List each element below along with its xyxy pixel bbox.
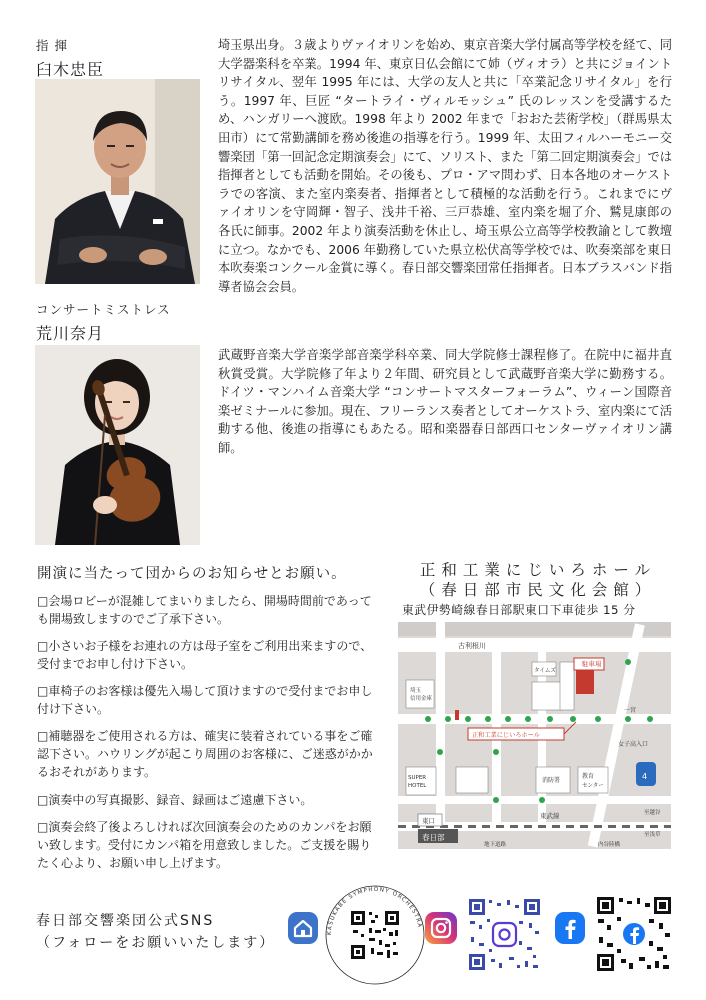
svg-text:女子高入口: 女子高入口 (618, 741, 649, 748)
concertmistress-role: コンサートミストレス (36, 302, 171, 317)
facebook-qr[interactable] (595, 895, 673, 973)
conductor-bio: 埼玉県出身。３歳よりヴァイオリンを始め、東京音楽大学付属高等学校を経て、同大学器楽科を卒業。1994 年、東京日仏会館にて姉（ヴィオラ）と共にジョイントリサイタル、翌年 1995 年には、大学の友人と共に「卒業記念リサイタル」を行う。1997 年、巨匠 “タートライ・ヴィルモッシュ” 氏のレッスンを受講するため、ハンガリーへ渡欧。1998 年より 2002 年まで「おおた芸術学校」（群馬県太田市）にて常勤講師を務め後進の指導を行う。1999 年、太田フィルハーモニー交響楽団「第一回記念定期演奏会」にて、ソリスト、また「第二回定期演奏会」では指揮者としても活動を開始。その後も、プロ・アマ問わず、日本各地のオーケストラでの客演、また室内楽奏者、指揮者として積極的な活動を行う。これまでにヴァイオリンを守岡輝・智子、浅井千裕、三戸恭雄、室内楽を堀了介、鷲見康郎の各氏に師事。2002 年より演奏活動を休止し、埼玉県公立高等学校教諭として教壇に立つ。なかでも、2006 年勤務していた県立松伏高等学校では、吹奏楽部を東日本吹奏楽コンクール金賞に導く。春日部交響楽団常任指揮者。日本ブラスバンド指導者協会会員。 (218, 38, 672, 294)
svg-text:埼玉: 埼玉 (410, 688, 422, 694)
svg-text:タイムズ: タイムズ (534, 668, 556, 674)
map-label-river: 古利根川 (458, 642, 486, 650)
svg-text:東武線: 東武線 (540, 812, 560, 820)
home-icon[interactable] (288, 912, 318, 944)
venue-map[interactable] (398, 622, 671, 849)
concertmistress-name: 荒川奈月 (36, 324, 105, 343)
sns-title: 春日部交響楽団公式SNS (36, 913, 215, 929)
facebook-icon[interactable] (555, 912, 585, 944)
concertmistress-photo (35, 345, 200, 545)
svg-text:信用金庫: 信用金庫 (410, 696, 433, 702)
svg-text:正和工業にじいろホール: 正和工業にじいろホール (472, 732, 540, 739)
notice-item: □会場ロビーが混雑してまいりましたら、開場時間前であっても開場致しますのでご了承下さい。 (37, 594, 372, 626)
instagram-qr[interactable] (467, 897, 542, 972)
notice-item: □補聴器をご使用される方は、確実に装着されている事をご確認下さい。ハウリングが起こり周囲のお客様に、ご迷惑がかかるおそれがあります。 (37, 729, 373, 779)
svg-text:東口: 東口 (422, 817, 435, 825)
svg-text:至浅草: 至浅草 (644, 832, 661, 838)
svg-text:春日部: 春日部 (422, 833, 445, 842)
notice-item: □演奏会終了後よろしければ次回演奏会のためのカンパをお願い致します。受付にカンパ箱を用意致しました。ご支援を賜りたく心より、お願い申し上げます。 (37, 820, 372, 870)
svg-text:至越谷: 至越谷 (644, 810, 661, 816)
sns-subtitle: （フォローをお願いいたします） (36, 935, 276, 951)
svg-text:HOTEL: HOTEL (408, 783, 427, 789)
svg-text:消防署: 消防署 (542, 777, 561, 784)
sns-ring-text: KASUKABE SYMPHONY ORCHESTRA (326, 886, 423, 936)
svg-text:駐車場: 駐車場 (582, 660, 602, 668)
notice-item: □演奏中の写真撮影、録音、録画はご遠慮下さい。 (37, 793, 313, 807)
svg-text:教育: 教育 (582, 773, 595, 780)
svg-text:4: 4 (642, 772, 648, 781)
venue-name: 正和工業にじいろホール (419, 561, 657, 579)
svg-text:センター: センター (582, 783, 604, 789)
svg-text:内谷陸橋: 内谷陸橋 (598, 842, 621, 848)
venue-access: 東武伊勢崎線春日部駅東口下車徒歩 15 分 (402, 603, 636, 617)
svg-text:一宮: 一宮 (624, 707, 637, 714)
conductor-role: 指 揮 (36, 38, 68, 53)
venue-subname: （春日部市民文化会館） (419, 581, 657, 599)
instagram-icon[interactable] (425, 912, 457, 944)
homepage-qr[interactable] (325, 880, 425, 990)
notice-item: □車椅子のお客様は優先入場して頂けますので受付までお申し付け下さい。 (37, 684, 373, 716)
conductor-name: 臼木忠臣 (36, 60, 105, 79)
svg-text:地下道路: 地下道路 (484, 842, 507, 848)
concertmistress-bio: 武蔵野音楽大学音楽学部音楽学科卒業、同大学院修士課程修了。在院中に福井直秋賞受賞。大学院修了年より２年間、研究員として武蔵野音楽大学に勤務する。ドイツ・マンハイム音楽大学 “コンサートマスターフォーラム”、ウィーン国際音楽ゼミナールに参加。現在、フリーランス奏者としてオーケストラ、室内楽にて活動する他、後進の指導にもあたる。昭和楽器春日部西口センターヴァイオリン講師。 (218, 348, 672, 455)
svg-text:SUPER: SUPER (408, 775, 427, 781)
notice-title: 開演に当たって団からのお知らせとお願い。 (37, 566, 347, 582)
notice-item: □小さいお子様をお連れの方は母子室をご利用出来ますので、受付までお申し付け下さい。 (37, 639, 373, 671)
conductor-photo (35, 79, 200, 284)
